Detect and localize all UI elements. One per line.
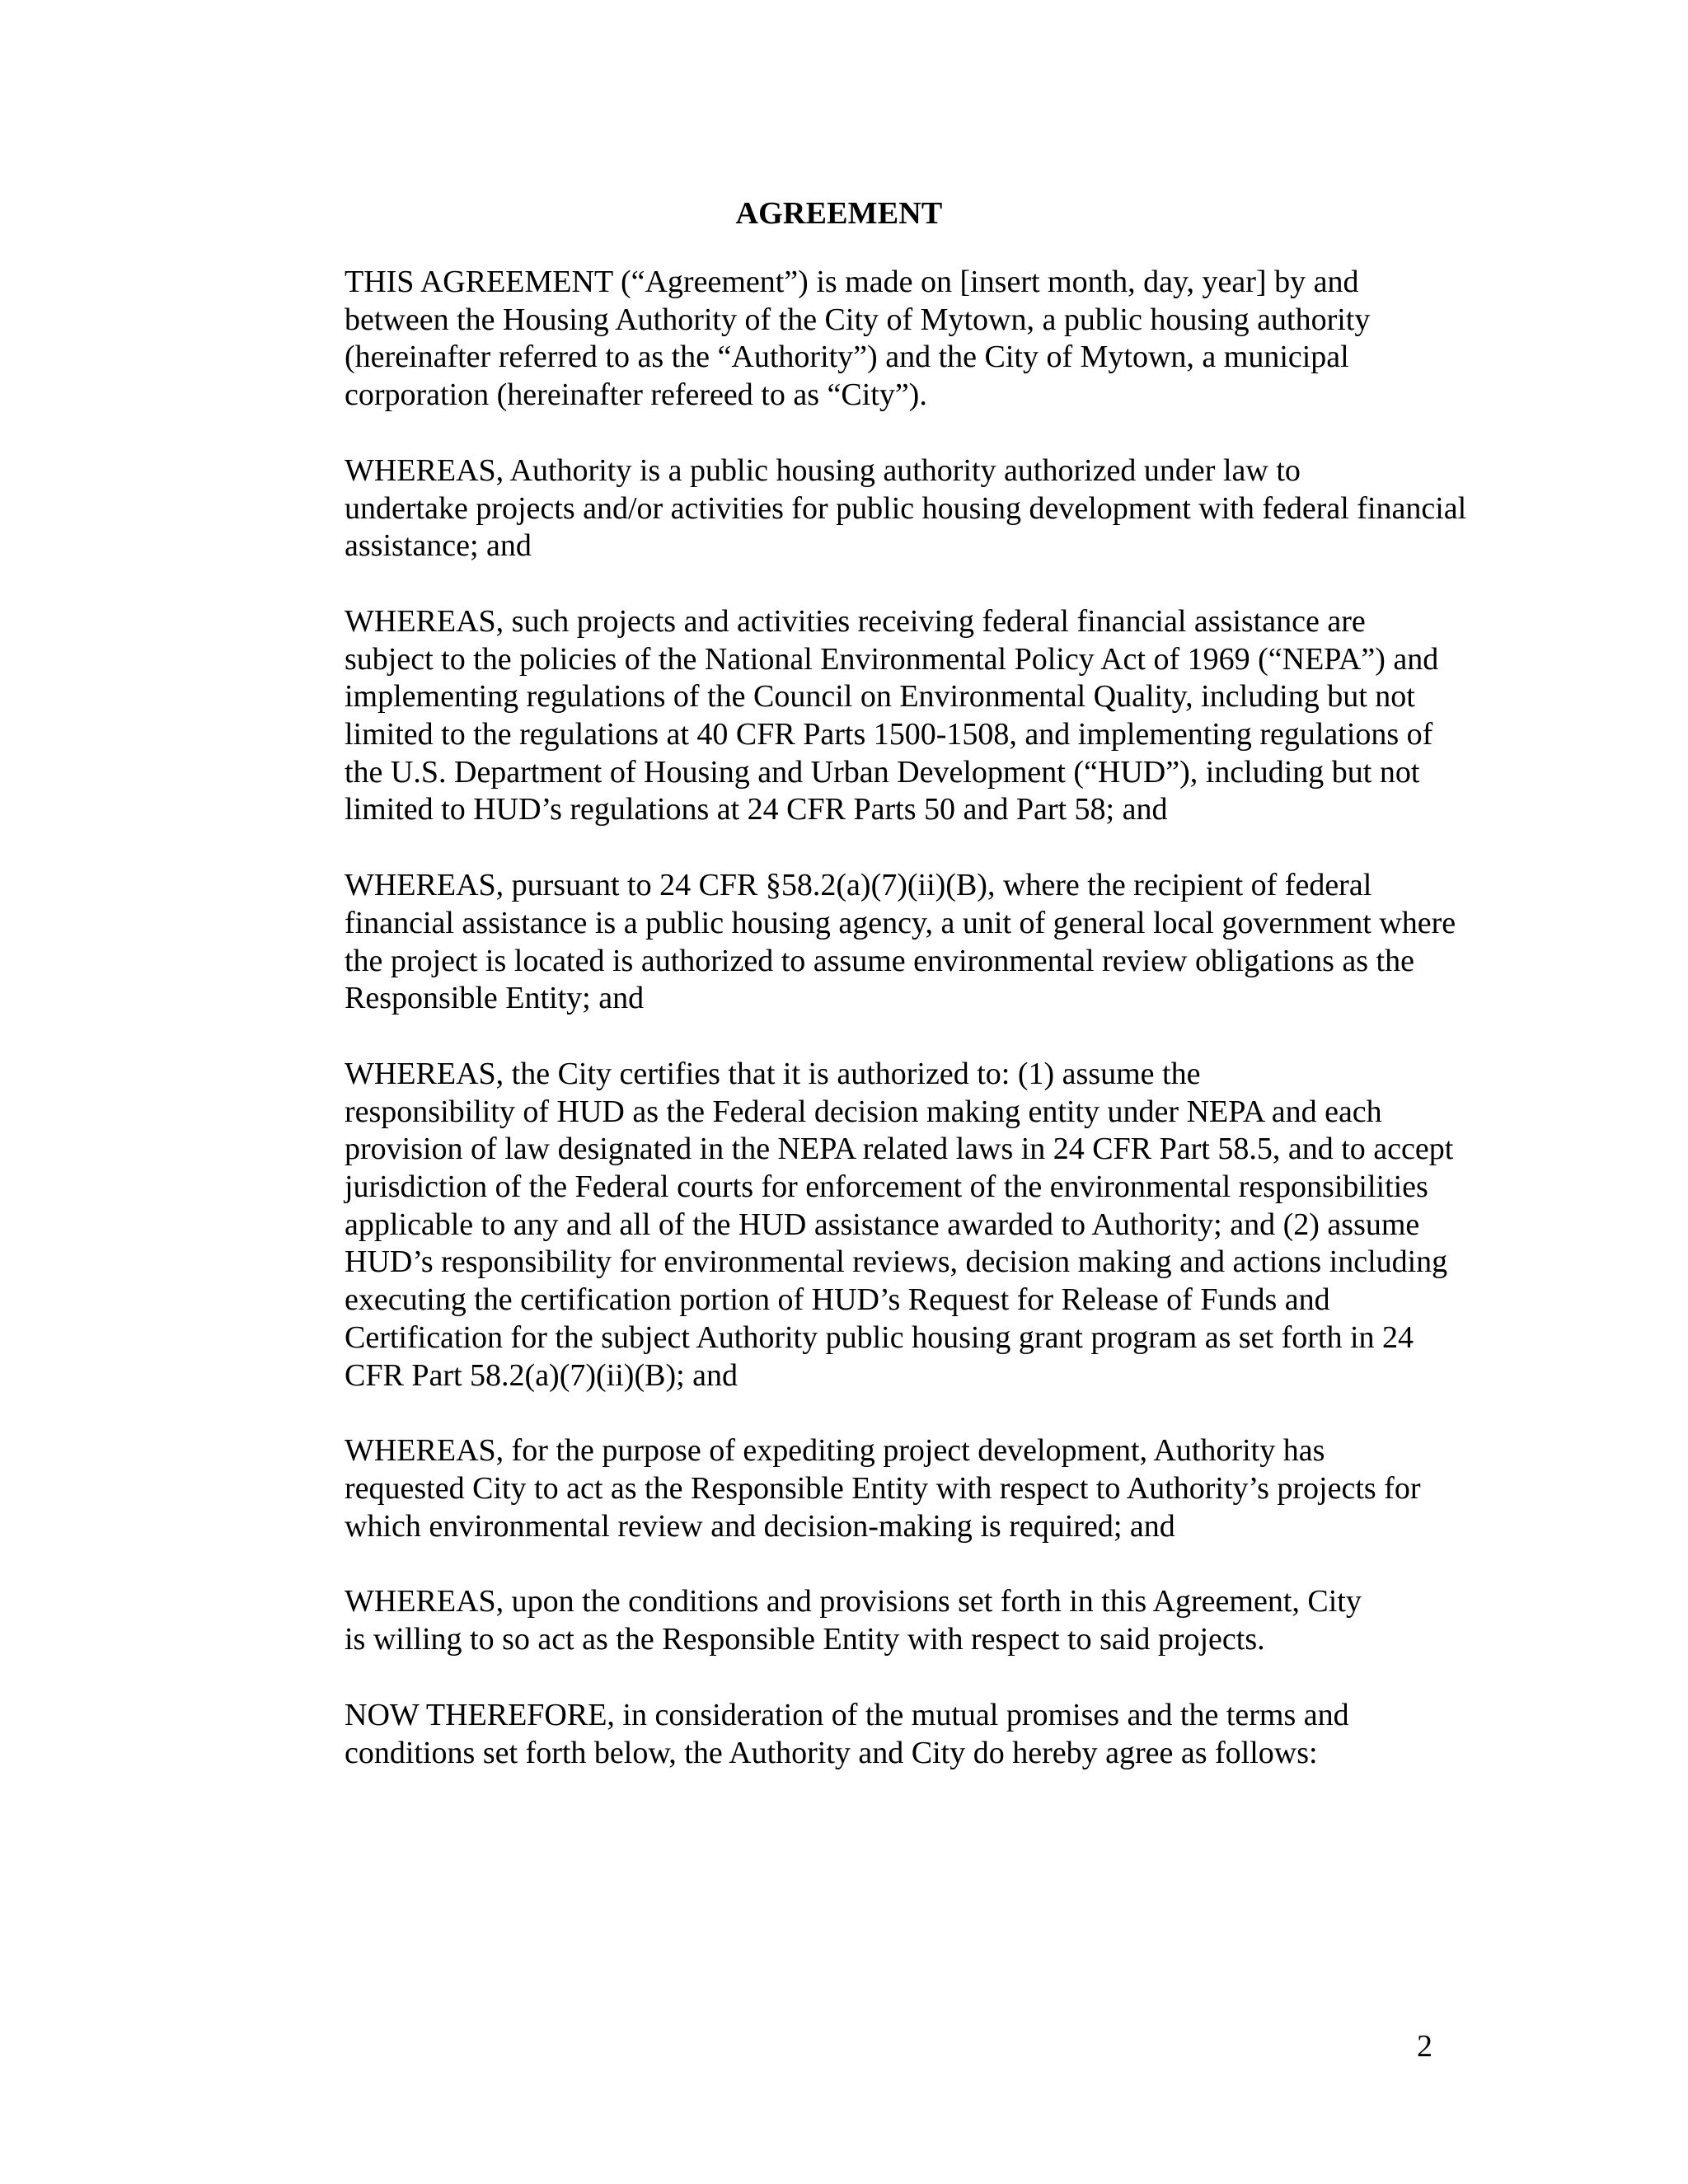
paragraph-line: the project is located is authorized to assume environmental review obligations as the [345,943,1414,978]
paragraph [246,1056,1454,1394]
paragraph-line: jurisdiction of the Federal courts for enforcement of the environmental responsibilities [345,1169,1428,1205]
paragraph-line: provision of law designated in the NEPA related laws in 24 CFR Part 58.5, and to accept [345,1132,1454,1167]
paragraph [246,264,1432,415]
paragraph-line: implementing regulations of the Council on Environmental Quality, including but not [345,679,1415,715]
paragraph-line: undertake projects and/or activities for public housing development with federal financial [345,490,1467,526]
paragraph-line: conditions set forth below, the Authority and City do hereby agree as follows: [345,1735,1318,1770]
paragraph-line: WHEREAS, the City certifies that it is authorized to: (1) assume the [345,1056,1201,1091]
paragraph-line: which environmental review and decision-making is required; and [345,1508,1175,1544]
paragraph-line: the U.S. Department of Housing and Urban Development (“HUD”), including but not [345,754,1420,790]
paragraph-line: WHEREAS, for the purpose of expediting project development, Authority has [345,1433,1325,1469]
paragraph-line: between the Housing Authority of the City of Mytown, a public housing authority [345,302,1371,337]
paragraph-line: HUD’s responsibility for environmental reviews, decision making and actions including [345,1244,1448,1280]
paragraph-line: WHEREAS, such projects and activities receiving federal financial assistance are [345,603,1366,639]
paragraph-line: applicable to any and all of the HUD assistance awarded to Authority; and (2) assume [345,1207,1420,1242]
paragraph-line: requested City to act as the Responsible Entity with respect to Authority’s projects for [345,1470,1421,1506]
paragraph-line: limited to HUD’s regulations at 24 CFR Parts 50 and Part 58; and [345,792,1168,827]
paragraph-line: is willing to so act as the Responsible Entity with respect to said projects. [345,1622,1265,1657]
document-title: AGREEMENT [735,196,943,231]
paragraph-line: financial assistance is a public housing agency, a unit of general local government where [345,905,1456,940]
paragraph-line: WHEREAS, pursuant to 24 CFR §58.2(a)(7)(ii)(B), where the recipient of federal [345,868,1372,903]
paragraph-list [246,264,1467,1772]
paragraph-line: limited to the regulations at 40 CFR Parts 1500-1508, and implementing regulations of [345,717,1433,752]
paragraph-line: WHEREAS, Authority is a public housing authority authorized under law to [345,452,1301,488]
paragraph-line: executing the certification portion of HUD’s Request for Release of Funds and [345,1282,1330,1318]
paragraph-line: (hereinafter referred to as the “Authority”) and the City of Mytown, a municipal [345,340,1349,375]
paragraph-line: WHEREAS, upon the conditions and provisions set forth in this Agreement, City [345,1584,1362,1619]
paragraph-line: corporation (hereinafter refereed to as “City”). [345,377,927,413]
paragraph [246,603,1439,829]
paragraph [246,1583,1432,1658]
paragraph-line: CFR Part 58.2(a)(7)(ii)(B); and [345,1357,738,1393]
document-body [246,194,1467,1810]
page-number: 2 [1417,2029,1432,2064]
paragraph-line: subject to the policies of the National Environmental Policy Act of 1969 (“NEPA”) and [345,641,1439,677]
paragraph-line: responsibility of HUD as the Federal decision making entity under NEPA and each [345,1094,1382,1129]
paragraph [246,1432,1432,1545]
paragraph-line: Certification for the subject Authority public housing grant program as set forth in 24 [345,1319,1414,1355]
paragraph-line: assistance; and [345,528,532,564]
paragraph [246,1697,1432,1772]
paragraph-line: Responsible Entity; and [345,981,645,1016]
paragraph-line: THIS AGREEMENT (“Agreement”) is made on [insert month, day, year] by and [345,265,1359,299]
paragraph [246,452,1467,565]
paragraph [246,867,1456,1018]
paragraph-line: NOW THEREFORE, in consideration of the mutual promises and the terms and [345,1697,1349,1732]
